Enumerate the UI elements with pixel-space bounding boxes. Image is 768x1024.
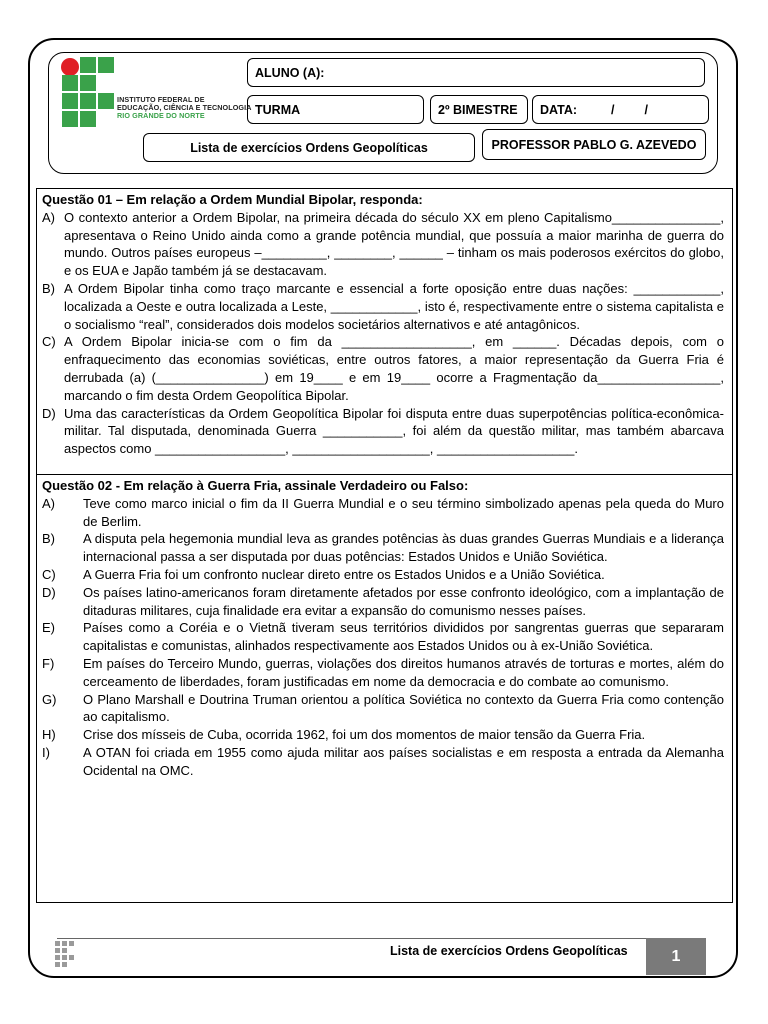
professor-box: PROFESSOR PABLO G. AZEVEDO	[482, 129, 706, 160]
list-item: F) Em países do Terceiro Mundo, guerras, violações dos direitos humanos através de torturas e mortes, além do cerceamento de liberdades, foram justificadas em nome da democracia e do combate ao comunismo.	[42, 655, 724, 689]
list-item: I) A OTAN foi criada em 1955 como ajuda militar aos países socialistas e em resposta a entrada da Alemanha Ocidental na OMC.	[42, 744, 724, 778]
list-title-box: Lista de exercícios Ordens Geopolíticas	[143, 133, 475, 162]
page-number: 1	[646, 938, 706, 975]
list-item: D) Os países latino-americanos foram diretamente afetados por esse confronto ideológico, com a implantação de ditaduras militares, cuja finalidade era evitar a expansão do comunismo nesses países.	[42, 584, 724, 618]
question-2	[36, 475, 733, 903]
list-item: C) A Ordem Bipolar inicia-se com o fim da __________________, em ______. Décadas depois, com o enfraquecimento das economias soviéticas, entre outros fatores, a maior representação da Guerra Fria é derrubada (a) (_______________) em 19____ e em 19____ ocorre a Fragmentação da_________________, marcando o fim desta Ordem Geopolítica Bipolar.	[42, 334, 724, 403]
list-item: B) A Ordem Bipolar tinha como traço marcante e essencial a forte oposição entre duas nações: ____________, localizada a Oeste e outra localizada a Leste, ____________, isto é, respectivamente entre o sistema capitalista e o socialismo “real”, considerados dois modelos societários alternativos e até antagônicos.	[42, 280, 724, 332]
institute-name: INSTITUTO FEDERAL DE EDUCAÇÃO, CIÊNCIA E TECNOLOGIA RIO GRANDE DO NORTE	[117, 95, 252, 120]
footer-title: Lista de exercícios Ordens Geopolíticas	[390, 944, 628, 958]
class-field[interactable]: TURMA	[247, 95, 424, 124]
bimester-label: 2º BIMESTRE	[430, 95, 528, 124]
footer-logo-icon	[55, 941, 75, 967]
list-item: A) Teve como marco inicial o fim da II Guerra Mundial e o seu término simbolizado apenas pela queda do Muro de Berlim.	[42, 495, 724, 529]
footer-divider	[57, 938, 647, 939]
date-field[interactable]: DATA: / /	[532, 95, 709, 124]
list-item: A) O contexto anterior a Ordem Bipolar, na primeira década do século XX em pleno Capitalismo_______________, apresentava o Reino Unido ainda como a grande potência mundial, que possuía a maior marinha de guerra do mundo. Outros países europeus –_________, ________, ______ – tinham os mais poderosos exércitos do globo, e os EUA e Japão também já se destacavam.	[42, 209, 724, 279]
institute-logo-icon	[60, 57, 120, 135]
list-item: G) O Plano Marshall e Doutrina Truman orientou a política Soviética no contexto da Guerra Fria como contenção ao capitalismo.	[42, 691, 724, 725]
list-item: D) Uma das características da Ordem Geopolítica Bipolar foi disputa entre duas superpotências política-econômica-militar. Tal disputada, denominada Guerra ___________, foi além da questão militar, mas também abarcava aspectos como __________________, ___________________, ___________________.	[42, 405, 724, 457]
question-1-title: Questão 01 – Em relação a Ordem Mundial Bipolar, responda:	[42, 192, 423, 207]
question-1	[36, 188, 733, 475]
list-item: E) Países como a Coréia e o Vietnã tiveram seus territórios divididos por sangrentas guerras que separaram capitalistas e comunistas, alinhados respectivamente aos Estados Unidos ou à ex-União Soviética.	[42, 620, 724, 654]
student-name-field[interactable]: ALUNO (A):	[247, 58, 705, 87]
logo-red-dot-icon	[61, 58, 79, 76]
list-item: C) A Guerra Fria foi um confronto nuclear direto entre os Estados Unidos e a União Soviética.	[42, 566, 605, 582]
question-2-title: Questão 02 - Em relação à Guerra Fria, assinale Verdadeiro ou Falso:	[42, 478, 469, 493]
list-item: H) Crise dos mísseis de Cuba, ocorrida 1962, foi um dos momentos de maior tensão da Guerra Fria.	[42, 727, 646, 743]
list-item: B) A disputa pela hegemonia mundial leva as grandes potências às duas grandes Guerras Mundiais e a liderança internacional passa a ser disputada por duas potências: Estados Unidos e União Soviética.	[42, 531, 724, 565]
